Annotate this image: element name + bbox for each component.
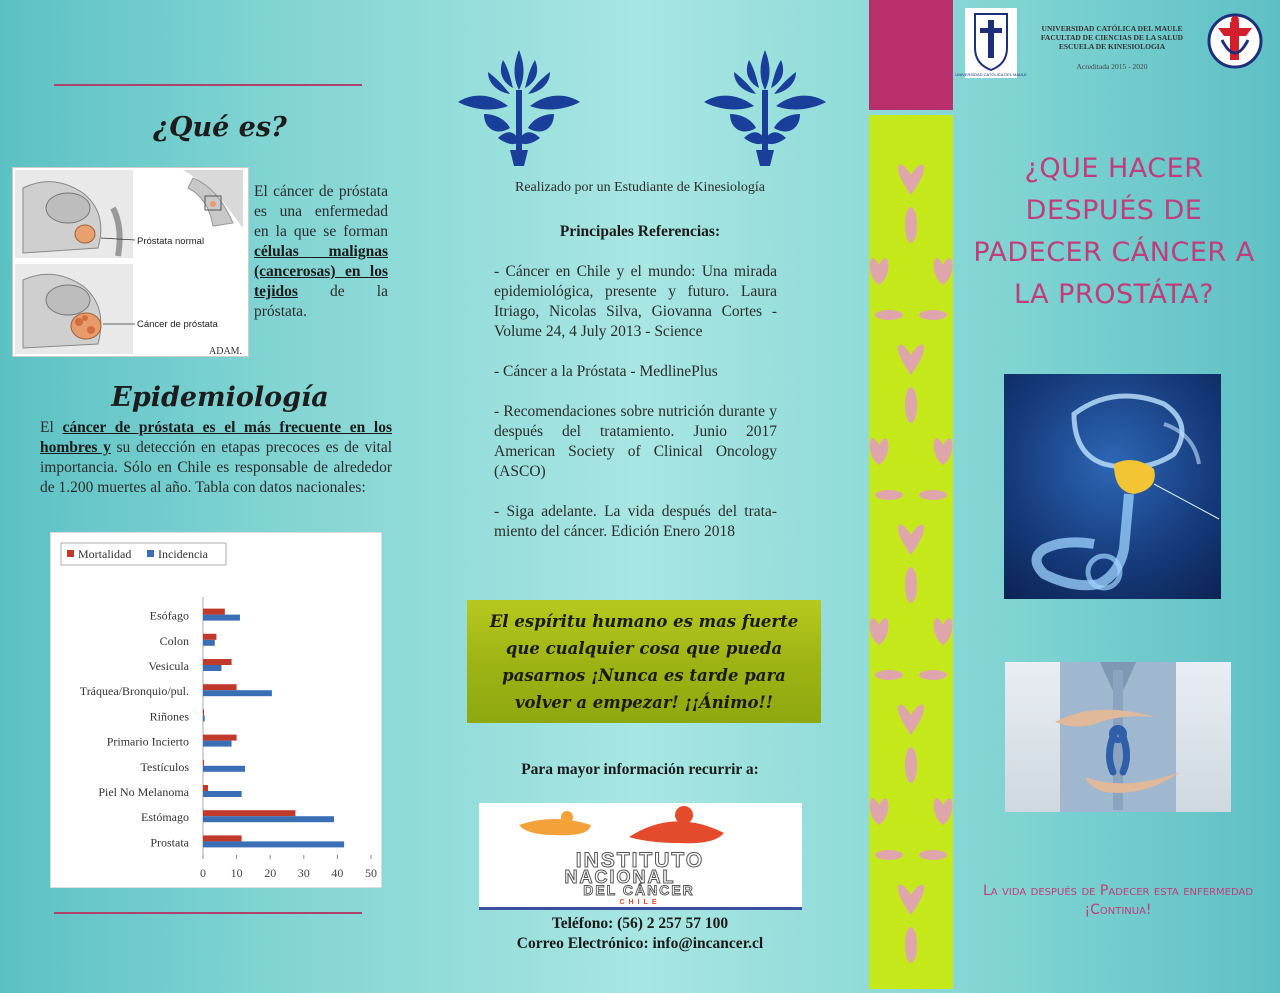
que-es-heading: ¿Qué es? bbox=[153, 112, 287, 143]
uni-line-3: ESCUELA DE KINESIOLOGIA bbox=[1058, 42, 1166, 51]
epidemiologia-heading: Epidemiología bbox=[111, 382, 329, 413]
instituto-nacional-cancer-logo bbox=[479, 803, 802, 910]
ucm-ring-text: UNIVERSIDAD CATÓLICA DEL MAULE bbox=[955, 72, 1027, 77]
que-es-tail: de la próstata. bbox=[254, 283, 388, 320]
bar-mortalidad bbox=[203, 835, 242, 841]
cancer-stats-chart bbox=[50, 532, 382, 888]
bar-mortalidad bbox=[203, 810, 295, 816]
category-label: Prostata bbox=[150, 835, 189, 850]
x-tick-label: 40 bbox=[331, 866, 344, 880]
x-tick-label: 30 bbox=[297, 866, 310, 880]
references-list bbox=[494, 262, 777, 562]
more-info-label: Para mayor información recurrir a: bbox=[521, 761, 759, 778]
category-label: Estómago bbox=[141, 810, 189, 825]
epidemiologia-paragraph bbox=[40, 418, 392, 498]
bar-mortalidad bbox=[203, 735, 237, 741]
epi-rest: su detección en etapas precoces es de vital importancia. Sólo en Chile es responsable de alrededor de 1.200 muertes al año. Tabla con datos nacionales: bbox=[40, 439, 392, 496]
brochure-title: ¿QUE HACER DESPUÉS DE PADECER CÁNCER A LA PROSTÁTA? bbox=[973, 153, 1255, 310]
x-tick-label: 50 bbox=[365, 866, 377, 880]
accreditation: Acreditada 2015 - 2020 bbox=[1076, 62, 1148, 71]
bar-incidencia bbox=[203, 816, 334, 822]
prostate-diagram bbox=[12, 167, 249, 357]
bar-incidencia bbox=[203, 791, 242, 797]
email-line[interactable]: Correo Electrónico: info@incancer.cl bbox=[516, 935, 764, 952]
category-label: Esófago bbox=[149, 608, 189, 623]
bottom-divider-left bbox=[54, 912, 362, 914]
uni-line-1: UNIVERSIDAD CATÓLICA DEL MAULE bbox=[1041, 24, 1183, 33]
bar-mortalidad bbox=[203, 709, 204, 715]
x-tick-label: 10 bbox=[230, 866, 243, 880]
floral-ornament-right-icon bbox=[704, 50, 826, 166]
bar-incidencia bbox=[203, 640, 215, 646]
ucm-cross-icon bbox=[955, 8, 1027, 78]
bar-incidencia bbox=[203, 841, 344, 847]
ribbon-hands-icon bbox=[1005, 662, 1231, 812]
bar-mortalidad bbox=[203, 785, 208, 791]
reference-item: - Cáncer en Chile y el mundo: Una mirada epidemiológica, presente y futuro. Laura Itriago, Nicolas Silva, Giovanna Cortes - Volume 24, 4 July 2013 - Science bbox=[494, 263, 777, 340]
category-label: Primario Incierto bbox=[106, 734, 189, 749]
legend-swatch-mortalidad bbox=[67, 550, 74, 557]
inc-line-3: DEL CÁNCER bbox=[583, 882, 695, 898]
magenta-strip bbox=[869, 0, 953, 110]
reference-item: - Cáncer a la Próstata - MedlinePlus bbox=[494, 363, 718, 380]
university-header bbox=[1028, 24, 1196, 51]
bar-chart-svg bbox=[51, 533, 383, 889]
references-title: Principales Referencias: bbox=[559, 223, 721, 240]
x-tick-label: 0 bbox=[200, 866, 206, 880]
epi-prefix: El bbox=[40, 419, 63, 436]
inc-logo-graphic bbox=[479, 803, 802, 910]
legend-label-mortalidad: Mortalidad bbox=[78, 547, 132, 561]
motivational-quote: El espíritu humano es mas fuerte que cualquier cosa que pueda pasarnos ¡Nunca es tarde para volver a empezar! ¡¡Ánimo!! bbox=[489, 611, 799, 712]
prostate-anatomy-illustration bbox=[13, 168, 250, 358]
prostate-3d-image bbox=[1004, 374, 1221, 599]
ucm-logo bbox=[955, 8, 1027, 78]
epi-bold: cáncer de próstata es el más frecuente en los hombres y bbox=[40, 419, 392, 456]
legend-label-incidencia: Incidencia bbox=[158, 547, 208, 561]
que-es-paragraph bbox=[254, 182, 388, 322]
adam-brand: ADAM. bbox=[209, 346, 243, 357]
bar-incidencia bbox=[203, 741, 232, 747]
category-label: Colon bbox=[159, 633, 189, 648]
bar-incidencia bbox=[203, 690, 272, 696]
inc-line-1: INSTITUTO bbox=[575, 849, 705, 872]
kinesiologia-emblem-icon bbox=[1206, 10, 1264, 72]
category-label: Tráquea/Bronquio/pul. bbox=[79, 684, 189, 699]
bar-incidencia bbox=[203, 766, 245, 772]
floral-ornament-left-icon bbox=[458, 50, 580, 166]
damask-pattern bbox=[869, 115, 953, 989]
bar-mortalidad bbox=[203, 659, 232, 665]
diagram-label-normal: Próstata normal bbox=[137, 236, 205, 247]
lime-strip bbox=[869, 115, 953, 989]
author-line: Realizado por un Estudiante de Kinesiología bbox=[515, 180, 765, 195]
phone-line: Teléfono: (56) 2 257 57 100 bbox=[551, 915, 729, 932]
closing-message: La vida después de Padecer esta enfermedad ¡Continua! bbox=[982, 883, 1254, 918]
que-es-bold: células malignas (cancerosas) en los tejidos bbox=[254, 243, 388, 300]
bar-mortalidad bbox=[203, 634, 216, 640]
bar-incidencia bbox=[203, 665, 221, 671]
reference-item: - Siga adelante. La vida después del tratamiento del cáncer. Edición Enero 2018 bbox=[494, 503, 777, 540]
category-label: Piel No Melanoma bbox=[98, 785, 189, 799]
que-es-intro: El cáncer de próstata es una enfermedad en la que se forman bbox=[254, 183, 388, 240]
legend-swatch-incidencia bbox=[147, 550, 154, 557]
bar-incidencia bbox=[203, 715, 205, 721]
uni-line-2: FACULTAD DE CIENCIAS DE LA SALUD bbox=[1040, 33, 1184, 42]
bar-mortalidad bbox=[203, 760, 204, 766]
kinesiologia-logo bbox=[1206, 10, 1264, 72]
bar-incidencia bbox=[203, 615, 240, 621]
blue-ribbon-hands-image bbox=[1005, 662, 1231, 812]
motivational-quote-box bbox=[467, 600, 821, 723]
inc-line-4: CHILE bbox=[619, 899, 661, 906]
anatomy-render-icon bbox=[1004, 374, 1221, 599]
inc-line-2: NACIONAL bbox=[564, 867, 676, 887]
bar-mortalidad bbox=[203, 609, 225, 615]
bar-mortalidad bbox=[203, 684, 237, 690]
top-divider-left bbox=[54, 84, 362, 86]
category-label: Vesicula bbox=[148, 659, 189, 673]
category-label: Riñones bbox=[149, 709, 189, 724]
diagram-label-cancer: Cáncer de próstata bbox=[137, 319, 218, 330]
x-tick-label: 20 bbox=[264, 866, 277, 880]
reference-item: - Recomendaciones sobre nutrición durante y después del tratamiento. Junio 2017 American Society of Clinical Oncology (ASCO) bbox=[494, 403, 777, 480]
category-label: Testículos bbox=[140, 759, 189, 774]
